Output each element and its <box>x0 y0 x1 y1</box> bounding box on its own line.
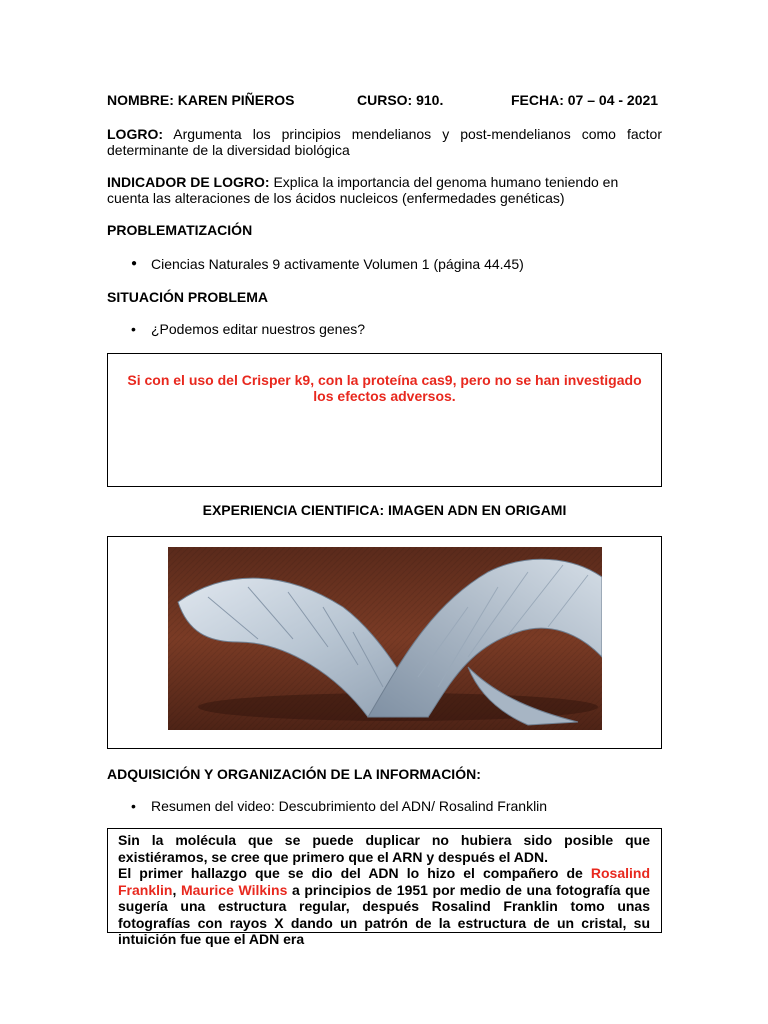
adquisicion-item: Resumen del video: Descubrimiento del ADN/ Rosalind Franklin <box>151 798 548 814</box>
course: CURSO: 910. <box>357 92 444 108</box>
summary-line-2 <box>118 865 650 948</box>
logro-paragraph <box>107 126 662 158</box>
problematizacion-item: Ciencias Naturales 9 activamente Volumen 1 (página 44.45) <box>151 256 524 272</box>
indicador-text: Explica la importancia del genoma humano teniendo en cuenta las alteraciones de los ácidos nucleicos (enfermedades genéticas) <box>107 174 619 206</box>
name-rosalind-franklin: Rosalind Franklin <box>118 865 650 898</box>
bullet-icon: • <box>131 321 136 337</box>
summary-part-a: El primer hallazgo que se dio del ADN lo hizo el compañero de <box>118 865 591 881</box>
situacion-item: ¿Podemos editar nuestros genes? <box>151 321 366 337</box>
answer-text: Si con el uso del Crisper k9, con la proteína cas9, pero no se han investigado los efectos adversos. <box>127 372 642 404</box>
image-box <box>107 536 662 749</box>
summary-box <box>107 828 662 947</box>
summary-part-b: a principios de 1951 por medio de una fotografía que sugería una estructura regular, después Rosalind Franklin tomo unas fotografías con rayos X dando un patrón de la estructura de un cristal, su intuición fue que el ADN era <box>118 881 651 947</box>
header-row <box>107 92 662 110</box>
student-name: NOMBRE: KAREN PIÑEROS <box>107 92 295 108</box>
summary-comma: , <box>172 881 181 898</box>
indicador-paragraph <box>107 174 662 206</box>
logro-text: Argumenta los principios mendelianos y post-mendelianos como factor determinante de la diversidad biológica <box>107 126 662 158</box>
summary-text <box>118 832 650 948</box>
adquisicion-heading: ADQUISICIÓN Y ORGANIZACIÓN DE LA INFORMACIÓN: <box>107 766 481 782</box>
name-maurice-wilkins: Maurice Wilkins <box>180 881 288 898</box>
bullet-icon: ● <box>131 258 138 269</box>
answer-box <box>107 353 662 487</box>
dna-origami-photo <box>168 547 602 730</box>
situacion-heading: SITUACIÓN PROBLEMA <box>107 289 268 305</box>
experiencia-heading: EXPERIENCIA CIENTIFICA: IMAGEN ADN EN ORIGAMI <box>202 502 567 518</box>
logro-label: LOGRO: <box>107 126 163 142</box>
date: FECHA: 07 – 04 - 2021 <box>511 92 659 108</box>
summary-line-1: Sin la molécula que se puede duplicar no hubiera sido posible que existiéramos, se cree que primero que el ARN y después el ADN. <box>118 832 650 865</box>
bullet-icon: • <box>131 798 136 814</box>
problematizacion-heading: PROBLEMATIZACIÓN <box>107 222 253 238</box>
indicador-label: INDICADOR DE LOGRO: <box>107 174 270 190</box>
dna-origami-image <box>168 547 602 730</box>
